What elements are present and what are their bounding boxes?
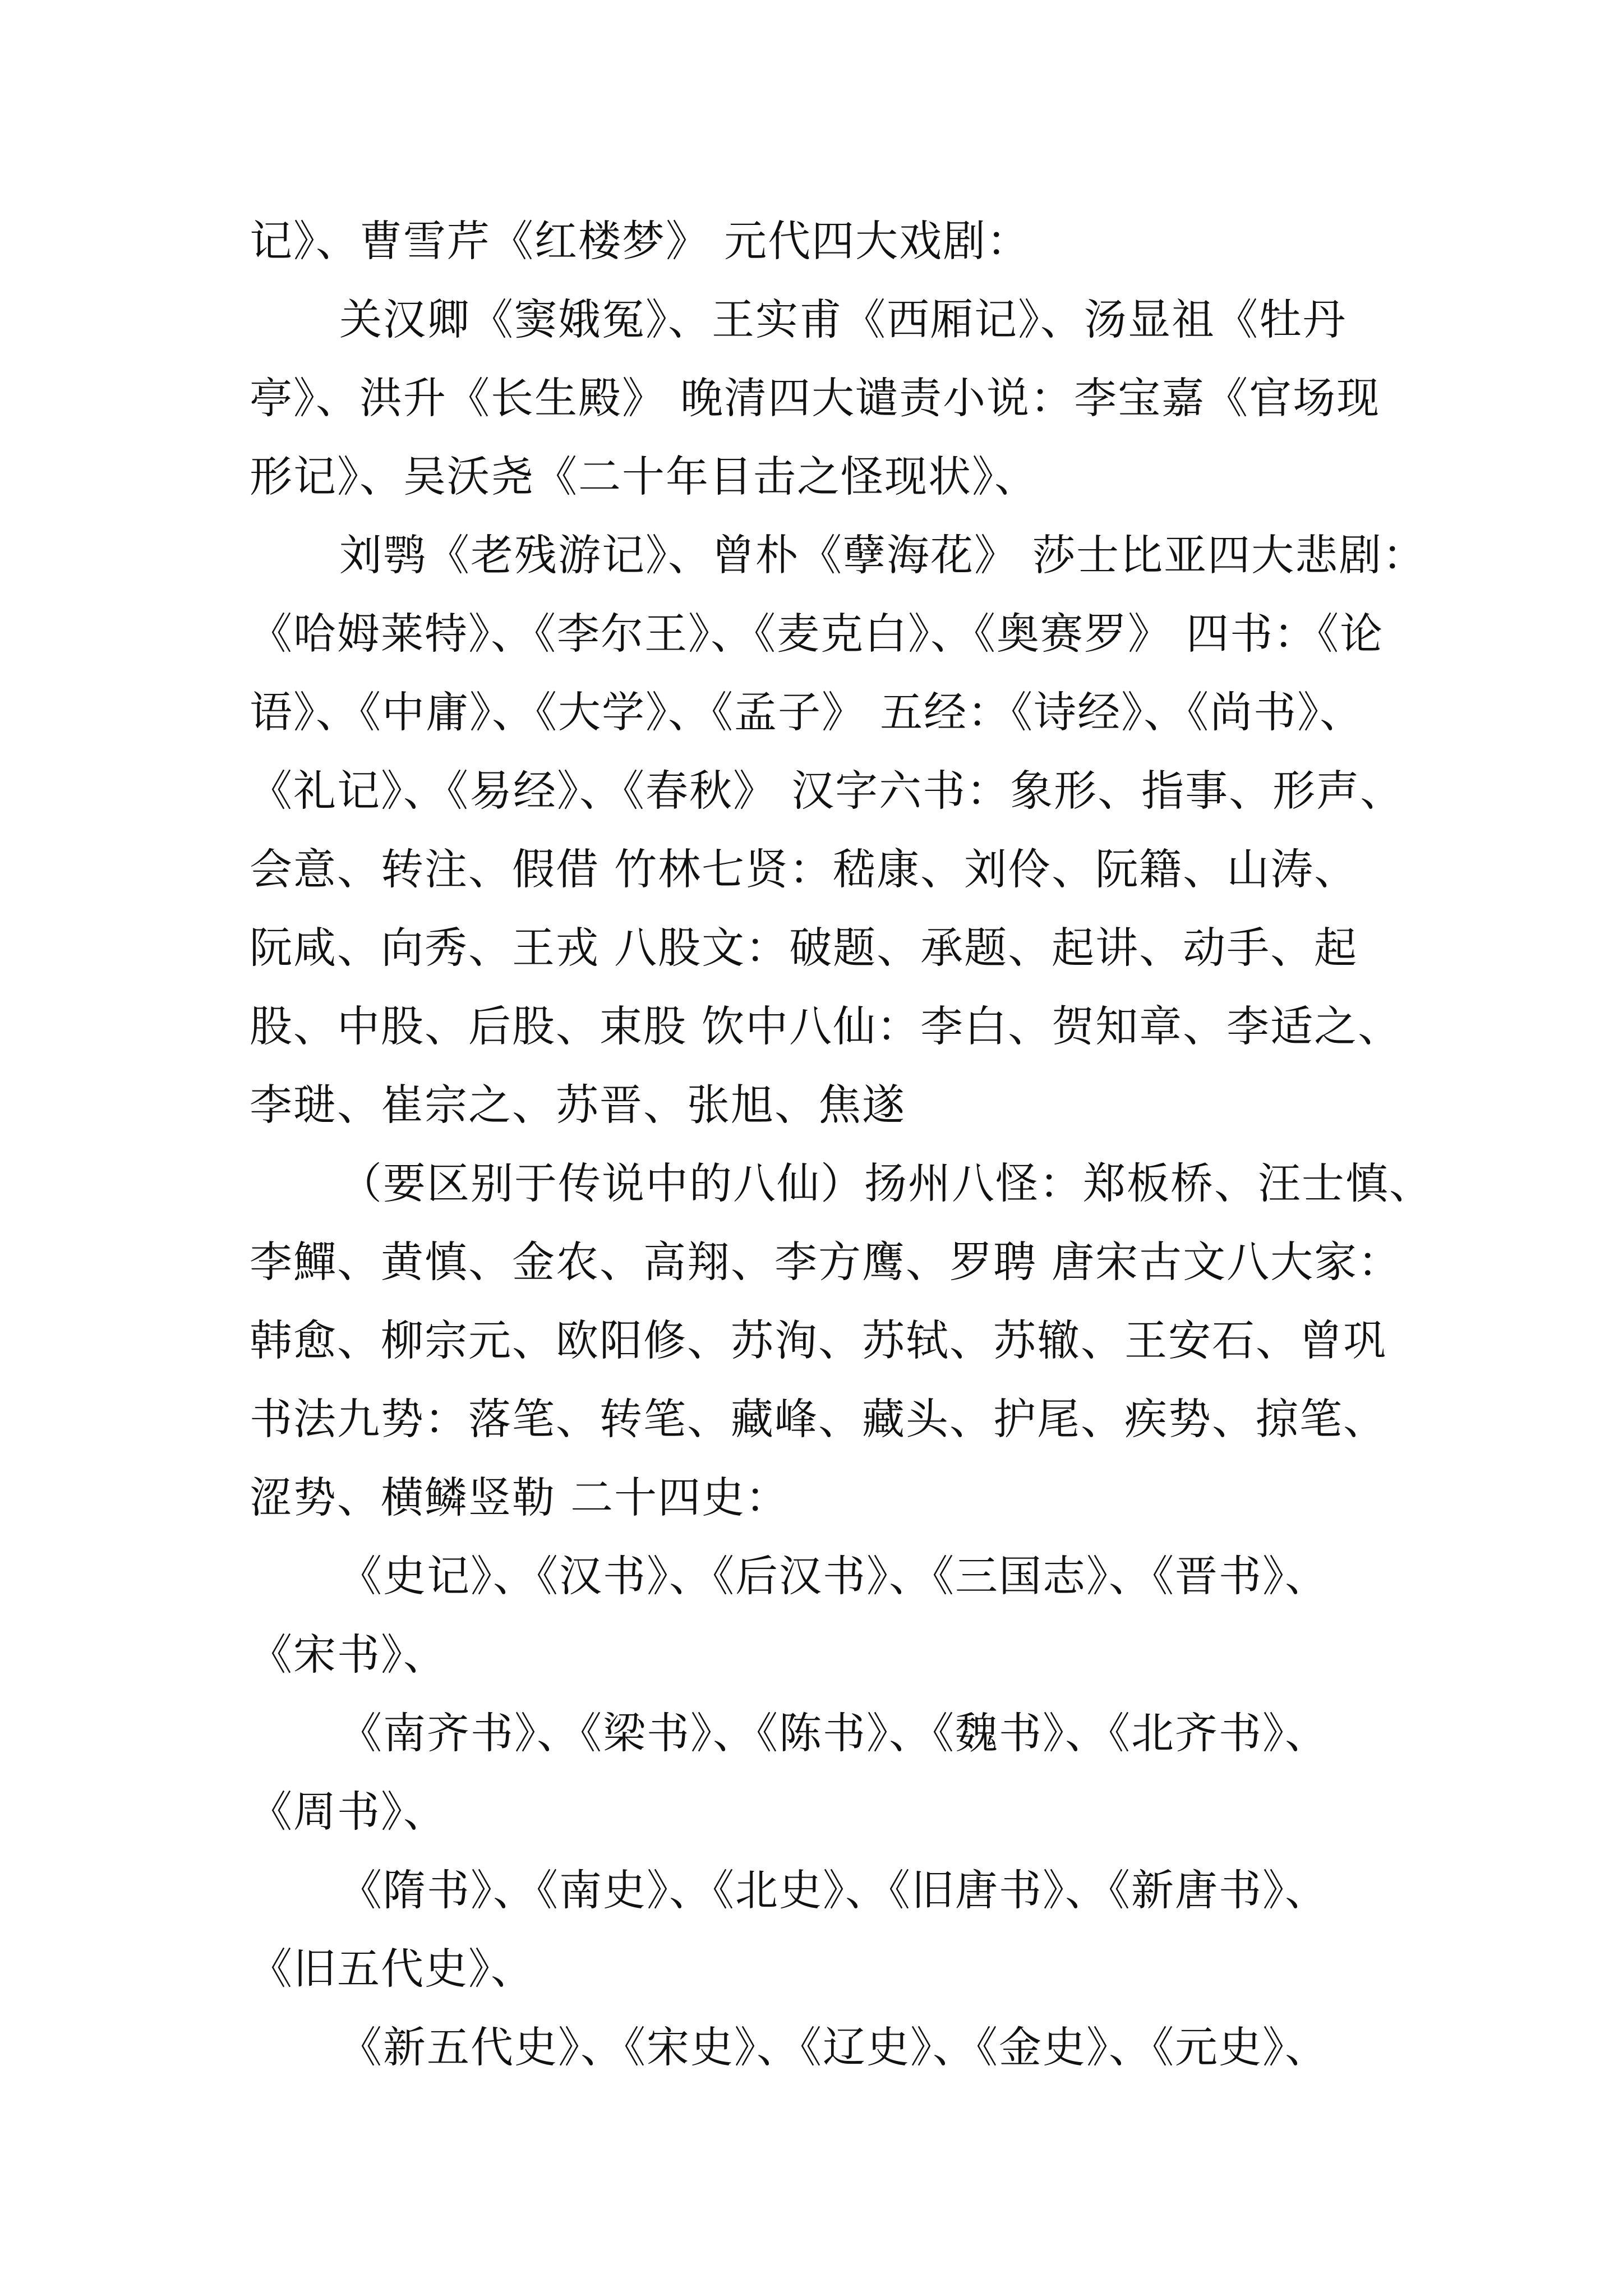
text-line-11: 股、中股、后股、束股 饮中八仙：李白、贺知章、李适之、: [250, 1001, 1402, 1051]
text-line-1: 记》、曹雪芹《红楼梦》 元代四大戏剧：: [250, 216, 1031, 266]
text-line-3: 亭》、洪升《长生殿》 晚清四大谴责小说：李宝嘉《官场现: [250, 373, 1381, 423]
text-line-12: 李琎、崔宗之、苏晋、张旭、焦遂: [250, 1080, 906, 1130]
text-line-16: 书法九势：落笔、转笔、藏峰、藏头、护尾、疾势、掠笔、: [250, 1394, 1387, 1444]
text-line-18: 《史记》、《汉书》、《后汉书》、《三国志》、《晋书》、: [339, 1551, 1329, 1601]
text-line-13: （要区别于传说中的八仙）扬州八怪：郑板桥、汪士慎、: [339, 1158, 1433, 1208]
text-line-4: 形记》、吴沃尧《二十年目击之怪现状》、: [250, 452, 1038, 501]
text-line-21: 《周书》、: [250, 1787, 447, 1837]
text-line-19: 《宋书》、: [250, 1630, 447, 1680]
text-line-24: 《新五代史》、《宋史》、《辽史》、《金史》、《元史》、: [339, 2022, 1329, 2072]
text-line-22: 《隋书》、《南史》、《北史》、《旧唐书》、《新唐书》、: [339, 1865, 1329, 1915]
body-text: [250, 202, 1433, 2087]
text-line-15: 韩愈、柳宗元、欧阳修、苏洵、苏轼、苏辙、王安石、曾巩: [250, 1315, 1387, 1365]
text-line-14: 李鱓、黄慎、金农、高翔、李方鹰、罗聘 唐宋古文八大家：: [250, 1237, 1402, 1287]
text-line-7: 语》、《中庸》、《大学》、《孟子》 五经：《诗经》、《尚书》、: [250, 687, 1364, 737]
text-line-9: 会意、转注、假借 竹林七贤：嵇康、刘伶、阮籍、山涛、: [250, 844, 1358, 894]
text-line-23: 《旧五代史》、: [250, 1944, 534, 1994]
text-line-10: 阮咸、向秀、王戎 八股文：破题、承题、起讲、动手、起: [250, 923, 1358, 973]
text-line-5: 刘鹗《老残游记》、曾朴《孽海花》 莎士比亚四大悲剧：: [339, 530, 1427, 580]
text-line-17: 涩势、横鳞竖勒 二十四史：: [250, 1473, 790, 1522]
text-line-2: 关汉卿《窦娥冤》、王实甫《西厢记》、汤显祖《牡丹: [339, 295, 1347, 344]
text-line-20: 《南齐书》、《梁书》、《陈书》、《魏书》、《北齐书》、: [339, 1708, 1329, 1758]
text-line-6: 《哈姆莱特》、《李尔王》、《麦克白》、《奥赛罗》 四书：《论: [250, 609, 1384, 659]
text-line-8: 《礼记》、《易经》、《春秋》 汉字六书：象形、指事、形声、: [250, 766, 1404, 816]
